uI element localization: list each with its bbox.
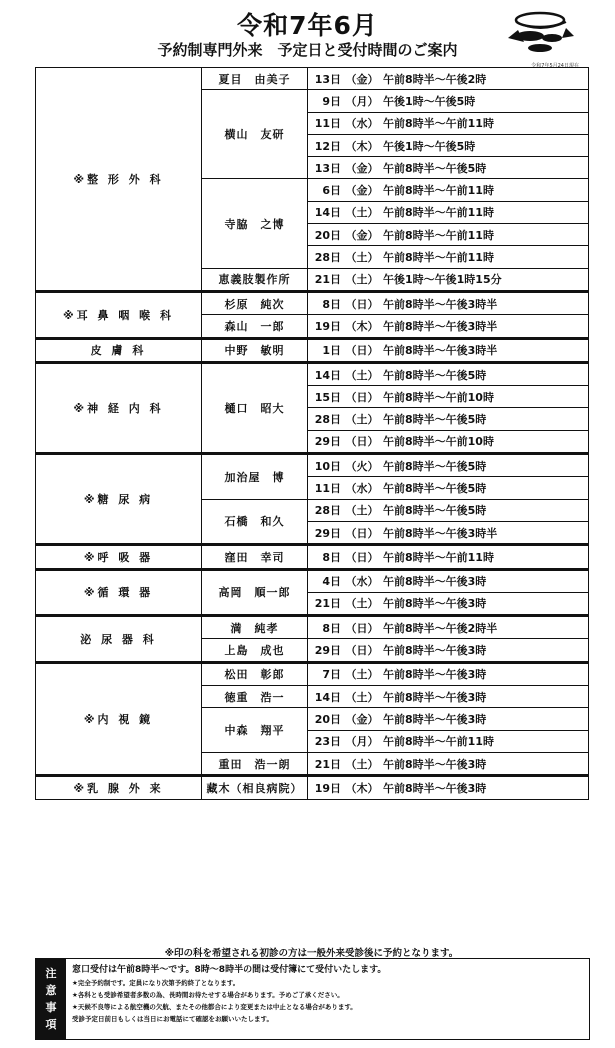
schedule-slot-cell bbox=[308, 315, 589, 338]
slot-day: 23日 bbox=[314, 735, 341, 749]
slot-day: 1日 bbox=[322, 344, 341, 358]
schedule-slot-cell bbox=[308, 454, 589, 477]
slot-wd: （日） bbox=[345, 526, 379, 540]
slot-time: 午前8時半～午後3時 bbox=[383, 668, 487, 682]
schedule-slot-cell bbox=[308, 246, 589, 268]
slot-wd: （金） bbox=[345, 228, 379, 242]
slot-time: 午前8時半～午前11時 bbox=[383, 184, 494, 198]
notes-body bbox=[72, 963, 585, 1025]
slot-time: 午前8時半～午後5時 bbox=[383, 481, 487, 495]
doctor-cell: 杉原 純次 bbox=[202, 291, 308, 314]
notes-line: ★天候不良等による航空機の欠航、またその他都合により変更または中止となる場合があります。 bbox=[72, 1003, 357, 1011]
slot-day: 28日 bbox=[314, 504, 341, 518]
slot-day: 28日 bbox=[314, 413, 341, 427]
slot-day: 29日 bbox=[314, 435, 341, 449]
slot-time: 午前8時半～午後3時 bbox=[383, 575, 487, 589]
schedule-slot-cell bbox=[308, 662, 589, 685]
doctor-cell: 高岡 順一郎 bbox=[202, 569, 308, 616]
slot-wd: （金） bbox=[345, 161, 379, 175]
schedule-slot-cell bbox=[308, 90, 589, 112]
doctor-cell: 中森 翔平 bbox=[202, 708, 308, 753]
schedule-slot-cell bbox=[308, 521, 589, 544]
doctor-cell: 樋口 昭大 bbox=[202, 362, 308, 453]
slot-time: 午前8時半～午後5時 bbox=[383, 459, 487, 473]
schedule-slot-cell bbox=[308, 569, 589, 592]
slot-wd: （金） bbox=[345, 712, 379, 726]
schedule-slot-cell bbox=[308, 134, 589, 156]
schedule-slot-cell bbox=[308, 616, 589, 639]
slot-time: 午前8時半～午後5時 bbox=[383, 161, 487, 175]
slot-time: 午前8時半～午後5時 bbox=[383, 413, 487, 427]
slot-day: 13日 bbox=[314, 72, 341, 86]
schedule-slot-cell bbox=[308, 338, 589, 362]
slot-time: 午前8時半～午後3時 bbox=[383, 690, 487, 704]
slot-time: 午前8時半～午後3時 bbox=[383, 712, 487, 726]
schedule-row bbox=[36, 291, 589, 314]
slot-time: 午前8時半～午後3時 bbox=[383, 757, 487, 771]
department-cell: ※循 環 器 bbox=[36, 569, 202, 616]
slot-wd: （木） bbox=[345, 319, 379, 333]
schedule-slot-cell bbox=[308, 268, 589, 291]
schedule-slot-cell bbox=[308, 477, 589, 499]
slot-wd: （日） bbox=[345, 644, 379, 658]
slot-day: 12日 bbox=[314, 139, 341, 153]
page-title: 令和7年6月 bbox=[237, 11, 378, 40]
slot-time: 午後1時～午後5時 bbox=[383, 139, 476, 153]
slot-day: 20日 bbox=[314, 228, 341, 242]
schedule-row bbox=[36, 68, 589, 90]
slot-time: 午前8時半～午後3時 bbox=[383, 781, 487, 795]
slot-time: 午前8時半～午後2時 bbox=[383, 72, 487, 86]
slot-time: 午前8時半～午前11時 bbox=[383, 550, 494, 564]
slot-day: 28日 bbox=[314, 251, 341, 265]
slot-wd: （日） bbox=[345, 550, 379, 564]
department-cell: ※神 経 内 科 bbox=[36, 362, 202, 453]
slot-wd: （日） bbox=[345, 390, 379, 404]
slot-day: 4日 bbox=[322, 575, 341, 589]
schedule-row bbox=[36, 454, 589, 477]
department-cell: ※糖 尿 病 bbox=[36, 454, 202, 545]
doctor-cell: 徳重 浩一 bbox=[202, 686, 308, 708]
doctor-cell: 夏目 由美子 bbox=[202, 68, 308, 90]
hospital-logo-icon bbox=[500, 8, 580, 56]
slot-time: 午前8時半～午後3時半 bbox=[383, 319, 498, 333]
slot-time: 午前8時半～午前11時 bbox=[383, 206, 494, 220]
footnote: ※印の科を希望される初診の方は一般外来受診後に予約となります。 bbox=[164, 948, 459, 959]
schedule-slot-cell bbox=[308, 157, 589, 179]
slot-wd: （日） bbox=[345, 621, 379, 635]
slot-wd: （火） bbox=[345, 459, 379, 473]
doctor-cell: 上島 成也 bbox=[202, 639, 308, 662]
slot-day: 21日 bbox=[314, 597, 341, 611]
slot-wd: （月） bbox=[345, 94, 379, 108]
slot-day: 15日 bbox=[314, 390, 341, 404]
notes-label-char: 項 bbox=[45, 1018, 57, 1031]
slot-day: 14日 bbox=[314, 206, 341, 220]
department-cell: ※整 形 外 科 bbox=[36, 68, 202, 292]
slot-wd: （水） bbox=[345, 575, 379, 589]
slot-day: 11日 bbox=[314, 481, 341, 495]
doctor-cell: 恵義肢製作所 bbox=[202, 268, 308, 291]
department-cell: 泌 尿 器 科 bbox=[36, 616, 202, 663]
slot-time: 午前8時半～午前10時 bbox=[383, 435, 494, 449]
slot-wd: （土） bbox=[345, 413, 379, 427]
schedule-slot-cell bbox=[308, 112, 589, 134]
schedule-slot-cell bbox=[308, 592, 589, 615]
slot-wd: （日） bbox=[345, 344, 379, 358]
slot-time: 午前8時半～午後3時 bbox=[383, 597, 487, 611]
slot-wd: （土） bbox=[345, 757, 379, 771]
schedule-slot-cell bbox=[308, 68, 589, 90]
schedule-row bbox=[36, 569, 589, 592]
slot-time: 午前8時半～午後3時 bbox=[383, 644, 487, 658]
doctor-cell: 加治屋 博 bbox=[202, 454, 308, 500]
slot-wd: （土） bbox=[345, 368, 379, 382]
slot-time: 午前8時半～午後5時 bbox=[383, 504, 487, 518]
notes-line: ★各科とも受診希望者多数の為、長時間お待たせする場合があります。予めご了承ください。 bbox=[72, 991, 344, 999]
slot-day: 14日 bbox=[314, 368, 341, 382]
doctor-cell: 藏木（相良病院） bbox=[202, 776, 308, 799]
slot-wd: （水） bbox=[345, 117, 379, 131]
slot-time: 午前8時半～午後3時半 bbox=[383, 526, 498, 540]
schedule-slot-cell bbox=[308, 362, 589, 385]
slot-time: 午前8時半～午前10時 bbox=[383, 390, 494, 404]
schedule-slot-cell bbox=[308, 201, 589, 223]
department-cell: ※呼 吸 器 bbox=[36, 545, 202, 569]
slot-day: 7日 bbox=[322, 668, 341, 682]
slot-wd: （木） bbox=[345, 781, 379, 795]
slot-day: 8日 bbox=[322, 550, 341, 564]
schedule-slot-cell bbox=[308, 224, 589, 246]
slot-time: 午前8時半～午前11時 bbox=[383, 117, 494, 131]
department-cell: 皮 膚 科 bbox=[36, 338, 202, 362]
doctor-cell: 寺脇 之博 bbox=[202, 179, 308, 268]
slot-time: 午前8時半～午前11時 bbox=[383, 735, 494, 749]
slot-time: 午前8時半～午後2時半 bbox=[383, 621, 498, 635]
schedule-table bbox=[35, 67, 589, 800]
doctor-cell: 中野 敏明 bbox=[202, 338, 308, 362]
schedule-slot-cell bbox=[308, 291, 589, 314]
schedule-slot-cell bbox=[308, 730, 589, 752]
doctor-cell: 窪田 幸司 bbox=[202, 545, 308, 569]
slot-day: 29日 bbox=[314, 644, 341, 658]
slot-time: 午前8時半～午前11時 bbox=[383, 251, 494, 265]
schedule-slot-cell bbox=[308, 386, 589, 408]
notes-line: 受診予定日前日もしくは当日にお電話にて確認をお願いいたします。 bbox=[72, 1015, 273, 1023]
slot-wd: （土） bbox=[345, 206, 379, 220]
schedule-slot-cell bbox=[308, 179, 589, 201]
slot-day: 21日 bbox=[314, 273, 341, 287]
schedule-row bbox=[36, 338, 589, 362]
slot-day: 8日 bbox=[322, 621, 341, 635]
slot-wd: （土） bbox=[345, 251, 379, 265]
schedule-slot-cell bbox=[308, 639, 589, 662]
slot-time: 午後1時～午後1時15分 bbox=[383, 273, 502, 287]
schedule-slot-cell bbox=[308, 686, 589, 708]
slot-time: 午前8時半～午後5時 bbox=[383, 368, 487, 382]
slot-day: 20日 bbox=[314, 712, 341, 726]
slot-wd: （金） bbox=[345, 72, 379, 86]
schedule-slot-cell bbox=[308, 545, 589, 569]
slot-wd: （土） bbox=[345, 668, 379, 682]
schedule-row bbox=[36, 776, 589, 799]
schedule-row bbox=[36, 662, 589, 685]
slot-day: 13日 bbox=[314, 161, 341, 175]
department-cell: ※耳 鼻 咽 喉 科 bbox=[36, 291, 202, 338]
page-subtitle: 予約制専門外来 予定日と受付時間のご案内 bbox=[157, 41, 458, 59]
notes-label-char: 意 bbox=[45, 984, 57, 997]
slot-time: 午後1時～午後5時 bbox=[383, 94, 476, 108]
slot-wd: （月） bbox=[345, 735, 379, 749]
slot-wd: （土） bbox=[345, 690, 379, 704]
schedule-slot-cell bbox=[308, 708, 589, 730]
slot-wd: （土） bbox=[345, 273, 379, 287]
slot-day: 8日 bbox=[322, 297, 341, 311]
slot-day: 10日 bbox=[314, 459, 341, 473]
slot-time: 午前8時半～午前11時 bbox=[383, 228, 494, 242]
slot-wd: （金） bbox=[345, 184, 379, 198]
schedule-row bbox=[36, 362, 589, 385]
slot-day: 19日 bbox=[314, 781, 341, 795]
notes-box bbox=[35, 958, 590, 1040]
date-note: 令和7年5月24日現在 bbox=[531, 63, 579, 69]
notes-line: 窓口受付は午前8時半～です。8時～8時半の間は受付簿にて受付いたします。 bbox=[72, 965, 387, 975]
slot-day: 29日 bbox=[314, 526, 341, 540]
doctor-cell: 満 純孝 bbox=[202, 616, 308, 639]
slot-time: 午前8時半～午後3時半 bbox=[383, 297, 498, 311]
slot-day: 19日 bbox=[314, 319, 341, 333]
slot-time: 午前8時半～午後3時半 bbox=[383, 344, 498, 358]
department-cell: ※乳 腺 外 来 bbox=[36, 776, 202, 799]
slot-wd: （水） bbox=[345, 481, 379, 495]
slot-day: 21日 bbox=[314, 757, 341, 771]
slot-day: 6日 bbox=[322, 184, 341, 198]
slot-wd: （日） bbox=[345, 297, 379, 311]
doctor-cell: 松田 彰郎 bbox=[202, 662, 308, 685]
schedule-slot-cell bbox=[308, 430, 589, 453]
schedule-row bbox=[36, 545, 589, 569]
schedule-slot-cell bbox=[308, 752, 589, 775]
schedule-row bbox=[36, 616, 589, 639]
doctor-cell: 森山 一郎 bbox=[202, 315, 308, 338]
notes-label-char: 事 bbox=[45, 1001, 57, 1014]
slot-day: 9日 bbox=[322, 94, 341, 108]
schedule-slot-cell bbox=[308, 499, 589, 521]
slot-wd: （木） bbox=[345, 139, 379, 153]
schedule-slot-cell bbox=[308, 408, 589, 430]
doctor-cell: 石橋 和久 bbox=[202, 499, 308, 545]
slot-wd: （土） bbox=[345, 504, 379, 518]
notes-label-char: 注 bbox=[45, 967, 57, 980]
doctor-cell: 横山 友研 bbox=[202, 90, 308, 179]
slot-wd: （日） bbox=[345, 435, 379, 449]
slot-day: 11日 bbox=[314, 117, 341, 131]
schedule-slot-cell bbox=[308, 776, 589, 799]
doctor-cell: 重田 浩一朗 bbox=[202, 752, 308, 775]
slot-wd: （土） bbox=[345, 597, 379, 611]
notes-label bbox=[36, 959, 66, 1039]
slot-day: 14日 bbox=[314, 690, 341, 704]
department-cell: ※内 視 鏡 bbox=[36, 662, 202, 775]
notes-line: ★完全予約制です。定員になり次第予約終了となります。 bbox=[72, 979, 240, 987]
